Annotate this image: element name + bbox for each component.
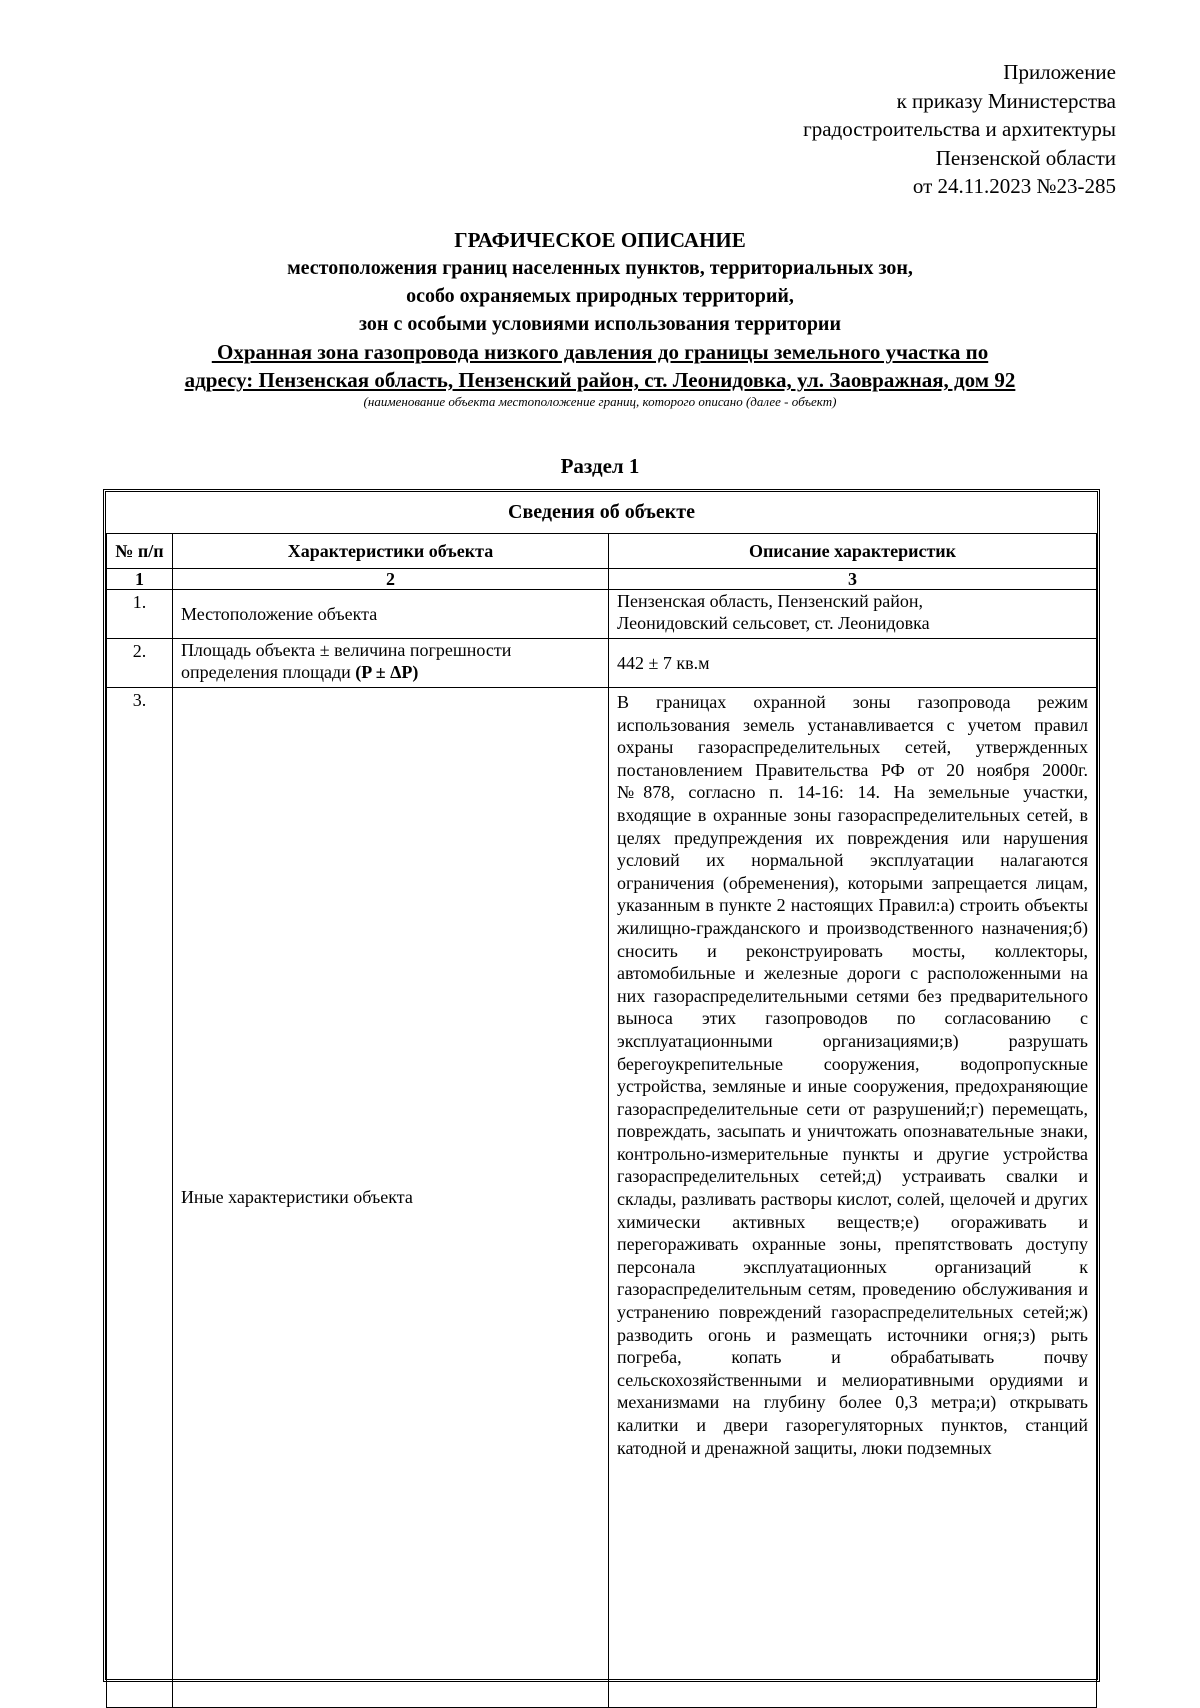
row-description	[609, 590, 1097, 639]
document-subtitle: местоположения границ населенных пунктов, территориальных зон,	[287, 257, 913, 279]
object-info-table-frame	[103, 489, 1100, 1682]
row-description: В границах охранной зоны газопровода режим использования земель устанавливается с учетом правил охраны газораспределительных сетей, утвержденных постановлением Правительства РФ от 20 ноября 2000г. №878, согласно п. 14-16: 14. На земельные участки, входящие в охранные зоны газораспределительных сетей, в целях предупреждения их повреждения или нарушения условий их нормальной эксплуатации налагаются ограничения (обременения), которыми запрещается лицам, указанным в пункте 2 настоящих Правил:а) строить объекты жилищно-гражданского и производственного назначения;б) сносить и реконструировать мосты, коллекторы, автомобильные и железные дороги с расположенными на них газораспределительными сетями без предварительного выноса этих газопроводов по согласованию с эксплуатационными организациями;в) разрушать берегоукрепительные сооружения, водопропускные устройства, земляные и иные сооружения, предохраняющие газораспределительные сети от разрушений;г) перемещать, повреждать, засыпать и уничтожать опознавательные знаки, контрольно-измерительные пункты и другие устройства газораспределительных сетей;д) устраивать свалки и склады, разливать растворы кислот, солей, щелочей и других химически активных веществ;е) огораживать и перегораживать охранные зоны, препятствовать доступу персонала эксплуатационных организаций к газораспределительным сетям, проведению обслуживания и устранению повреждений газораспределительных сетей;ж) разводить огонь и размещать источники огня;з) рыть погреба, копать и обрабатывать почву сельскохозяйственными и мелиоративными орудиями и механизмами на глубину более 0,3 метра;и) открывать калитки и двери газорегуляторных пунктов, станций катодной и дренажной защиты, люки подземных	[609, 688, 1097, 1708]
formula-text: (P ± ΔP)	[355, 662, 419, 682]
object-name: Охранная зона газопровода низкого давления до границы земельного участка по	[211, 340, 989, 364]
description-line: Пензенская область, Пензенский район,	[617, 591, 923, 611]
column-header: Характеристики объекта	[172, 534, 608, 569]
appendix-date-number: от 24.11.2023 №23-285	[912, 174, 1116, 198]
row-characteristic: Местоположение объекта	[172, 590, 608, 639]
table-header-row	[107, 534, 1097, 569]
row-number: 1.	[107, 590, 173, 639]
table-row	[107, 639, 1097, 688]
column-header: Описание характеристик	[609, 534, 1097, 569]
section-title: Раздел 1	[560, 454, 640, 478]
column-number: 1	[107, 569, 173, 590]
object-caption-note: (наименование объекта местоположение границ, которого описано (далее - объект)	[363, 394, 837, 409]
document-title: ГРАФИЧЕСКОЕ ОПИСАНИЕ	[454, 228, 746, 252]
table-title: Сведения об объекте	[508, 501, 695, 523]
document-subtitle: особо охраняемых природных территорий,	[406, 285, 794, 307]
object-address: адресу: Пензенская область, Пензенский район, ст. Леонидовка, ул. Заовражная, дом 92	[184, 368, 1016, 392]
row-number: 2.	[107, 639, 173, 688]
row-description: 442 ± 7 кв.м	[609, 639, 1097, 688]
description-line: Леонидовский сельсовет, ст. Леонидовка	[617, 613, 930, 633]
table-row	[107, 688, 1097, 1708]
table-row	[107, 590, 1097, 639]
document-heading	[100, 226, 1100, 410]
document-subtitle: зон с особыми условиями использования территории	[359, 313, 841, 335]
characteristic-text: определения площади	[180, 662, 356, 682]
appendix-line: к приказу Министерства	[896, 88, 1116, 113]
appendix-block	[803, 58, 1116, 201]
appendix-line: градостроительства и архитектуры	[803, 117, 1116, 141]
characteristic-line	[181, 661, 600, 683]
column-number: 3	[609, 569, 1097, 590]
column-number: 2	[172, 569, 608, 590]
column-number-row	[107, 569, 1097, 590]
characteristic-line: Площадь объекта ± величина погрешности	[180, 640, 512, 660]
object-info-table	[106, 533, 1097, 1708]
appendix-line: Пензенской области	[935, 145, 1116, 170]
row-number: 3.	[107, 688, 173, 1708]
column-header: № п/п	[107, 534, 173, 569]
appendix-line: Приложение	[1003, 60, 1116, 84]
row-characteristic: Иные характеристики объекта	[172, 688, 608, 1708]
row-characteristic	[172, 639, 608, 688]
